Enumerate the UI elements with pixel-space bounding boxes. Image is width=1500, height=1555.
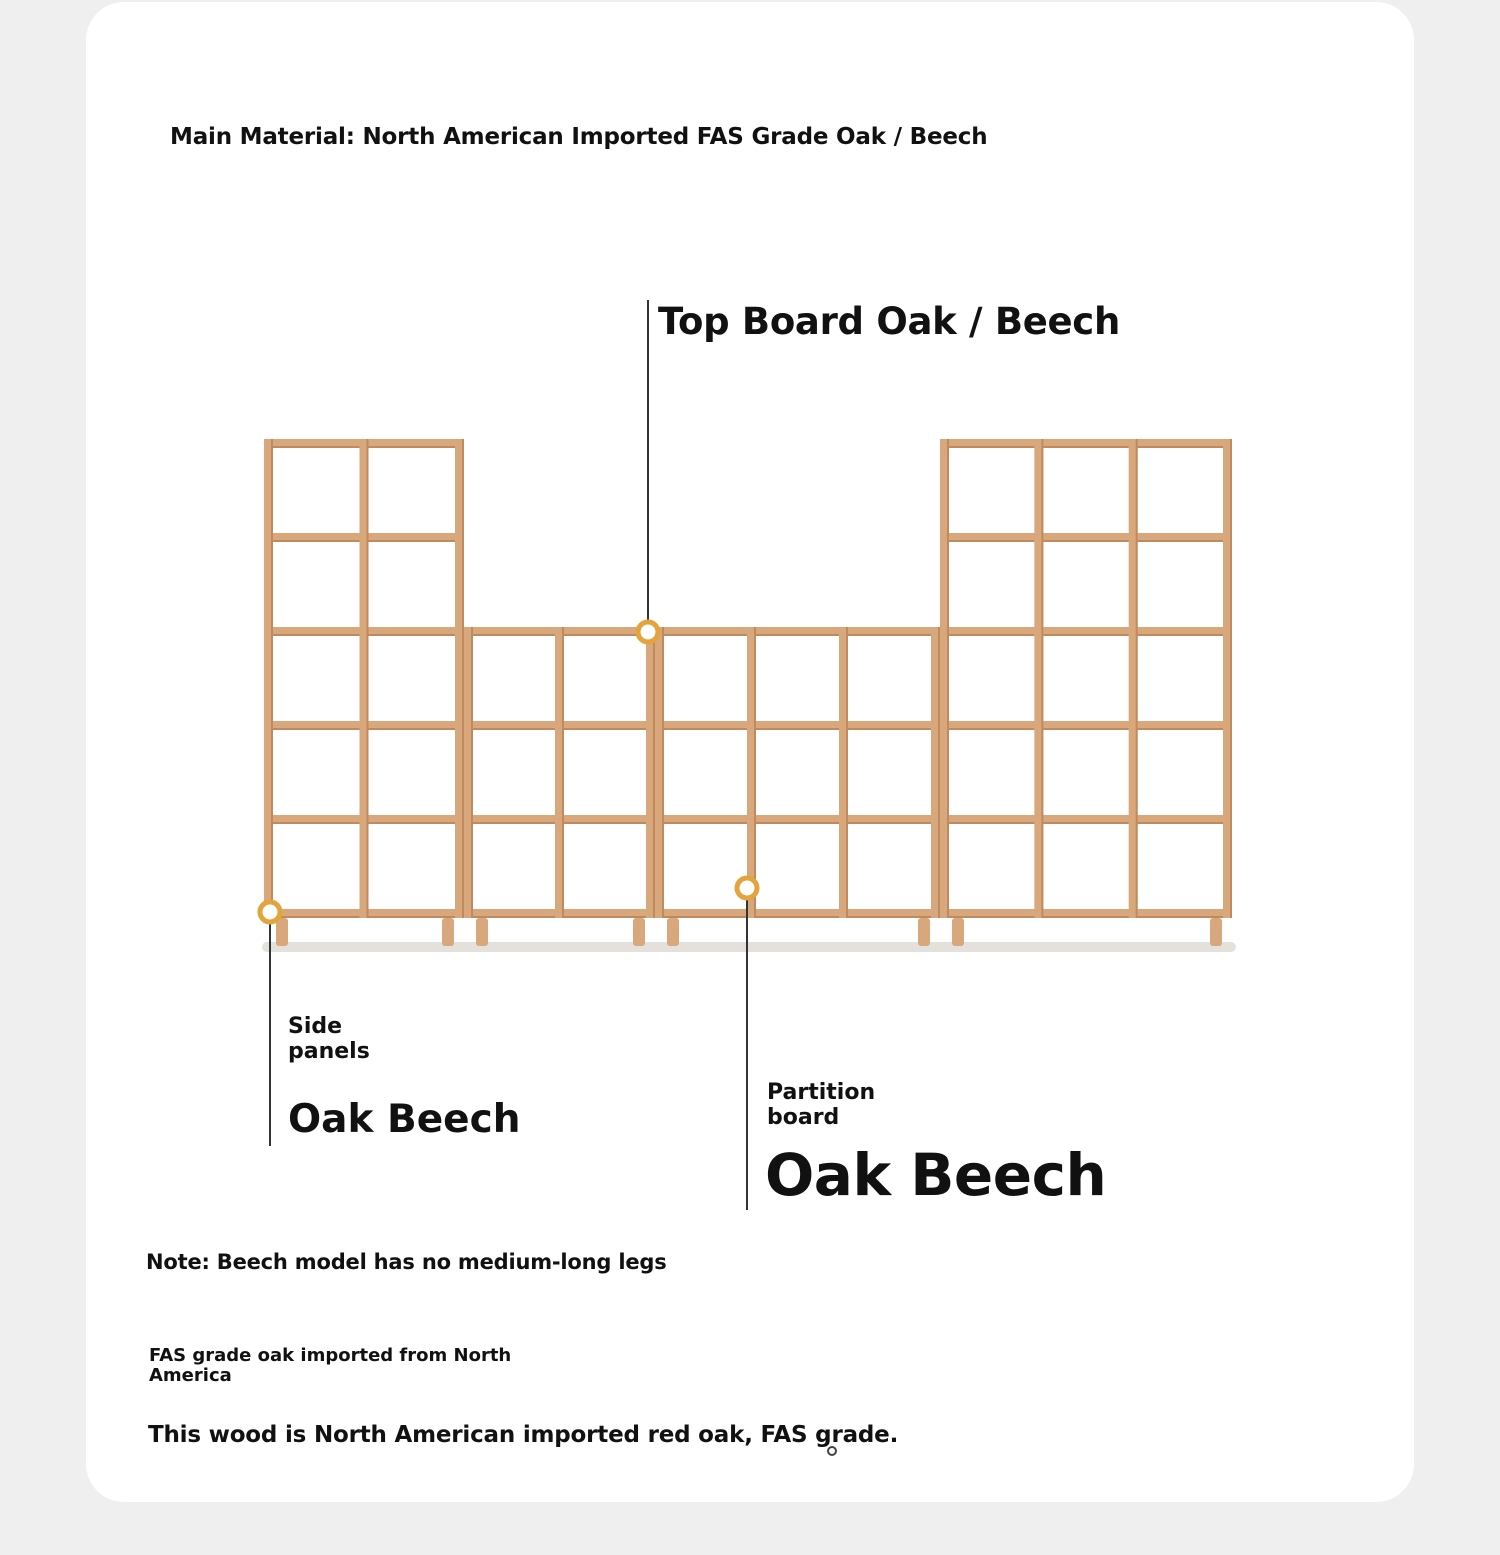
panel-edge: [1041, 439, 1043, 918]
shelf-board-edge: [940, 540, 1232, 542]
leg: [442, 918, 454, 946]
panel-edge: [938, 627, 940, 918]
panel-edge: [846, 627, 848, 918]
shelf-board-edge: [940, 728, 1232, 730]
side-panels-material: Oak Beech: [288, 1097, 521, 1142]
side-panels-marker-icon: [260, 902, 280, 922]
top-board-callout: Top Board Oak / Beech: [658, 300, 1120, 343]
shelf-board-edge: [940, 634, 1232, 636]
panel-edge: [1136, 439, 1138, 918]
panel-edge: [471, 627, 473, 918]
leg: [476, 918, 488, 946]
small-circle-icon: [828, 1447, 836, 1455]
shelf-board-edge: [940, 446, 1232, 448]
panel-edge: [367, 439, 369, 918]
panel-edge: [1230, 439, 1232, 918]
panel-edge: [947, 439, 949, 918]
floor-shadow: [262, 942, 1236, 952]
leg: [276, 918, 288, 946]
leg: [633, 918, 645, 946]
legs-note: Note: Beech model has no medium-long legs: [146, 1250, 667, 1274]
panel-edge: [462, 439, 464, 918]
shelf-unit-3: [655, 627, 940, 918]
panel-edge: [662, 627, 664, 918]
panel-edge: [562, 627, 564, 918]
partition-board-label: Partition board: [767, 1080, 876, 1130]
leg: [952, 918, 964, 946]
leg: [1210, 918, 1222, 946]
fas-grade-caption: FAS grade oak imported from North America: [149, 1345, 512, 1386]
top-board-marker-icon: [638, 622, 658, 642]
shelf-board-edge: [940, 916, 1232, 918]
shelf-board-edge: [655, 822, 940, 824]
panel-edge: [653, 627, 655, 918]
side-panels-label: Side panels: [288, 1014, 370, 1064]
panel-edge: [271, 439, 273, 918]
shelf-board-edge: [655, 728, 940, 730]
main-material-heading: Main Material: North American Imported FAS Grade Oak / Beech: [170, 124, 988, 150]
leg: [918, 918, 930, 946]
shelf-unit-4: [940, 439, 1232, 918]
shelf-board-edge: [655, 916, 940, 918]
partition-board-material: Oak Beech: [765, 1141, 1107, 1209]
panel-edge: [754, 627, 756, 918]
partition-marker-icon: [737, 878, 757, 898]
leg: [667, 918, 679, 946]
shelf-board-edge: [655, 634, 940, 636]
shelf-board-edge: [940, 822, 1232, 824]
wood-description: This wood is North American imported red oak, FAS grade.: [148, 1422, 899, 1448]
